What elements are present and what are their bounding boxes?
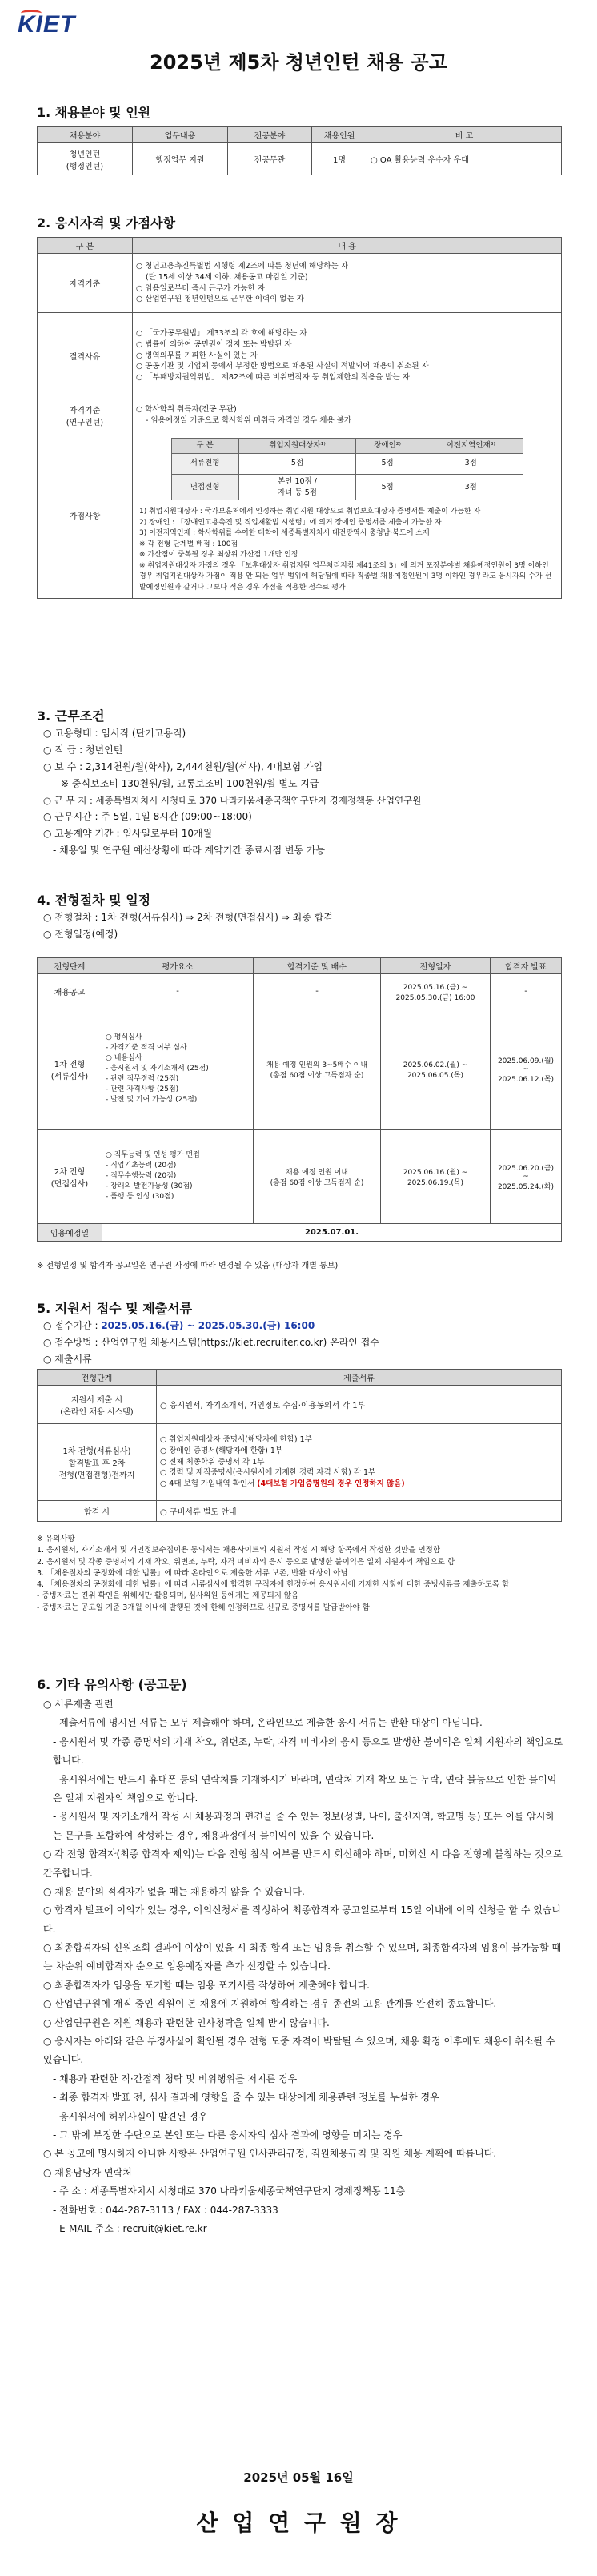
table-cell: - bbox=[491, 974, 562, 1009]
list-item: 2. 응시원서 및 각종 증명서의 기재 착오, 위변조, 누락, 자격 미비자의 응시 등으로 발생한 불이익은 일체 지원자의 책임으로 함 bbox=[37, 1557, 455, 1567]
table-cell: 지원서 제출 시 (온라인 채용 시스템) bbox=[38, 1386, 157, 1424]
process-intro bbox=[43, 909, 333, 943]
table-cell: 임용예정일 bbox=[38, 1224, 102, 1242]
list-item: - 증빙자료는 공고일 기준 3개월 이내에 발행된 것에 한해 인정하므로 신규로 증명서를 발급받아야 함 bbox=[37, 1603, 370, 1612]
docs-highlight: (4대보험 가입증명원의 경우 인정하지 않음) bbox=[257, 1479, 405, 1489]
page-title bbox=[18, 42, 579, 78]
list-item: ○ 서류제출 관련 bbox=[43, 1699, 114, 1710]
table-cell: ○ 응시원서, 자기소개서, 개인정보 수집·이용동의서 각 1부 bbox=[157, 1386, 562, 1424]
footnote: ※ 가산점이 중복될 경우 최상위 가산점 1개만 인정 bbox=[139, 551, 298, 560]
list-item: ○ 전형일정(예정) bbox=[43, 929, 118, 940]
table-cell: 5점 bbox=[356, 453, 419, 474]
table-header: 구 분 bbox=[171, 439, 238, 454]
table-cell: 채용 예정 인원의 3~5배수 이내 (총점 60점 이상 고득점자 순) bbox=[254, 1009, 381, 1130]
table-cell: 2025.06.02.(월) ~ 2025.06.05.(목) bbox=[381, 1009, 491, 1130]
table-cell: 서류전형 bbox=[171, 453, 238, 474]
list-item: ○ 청년고용촉진특별법 시행령 제2조에 따른 청년에 해당하는 자 bbox=[136, 261, 348, 271]
table-cell: 1차 전형(서류심사) 합격발표 후 2차 전형(면접전형)전까지 bbox=[38, 1424, 157, 1501]
list-item: ○ 임용일로부터 즉시 근무가 가능한 자 bbox=[136, 283, 266, 293]
table-cell: ○ 평식심사 - 자격기준 적격 여부 심사 ○ 내용심사 - 응시원서 및 자기소개서 (25점) - 관련 직무경력 (25점) - 관련 자격사항 (25점) - 발전 및 기여 가능성 (25점) bbox=[102, 1009, 254, 1130]
list-item: ○ 근 무 지 : 세종특별자치시 시청대로 370 나라키움세종국책연구단지 경제정책동 산업연구원 bbox=[43, 795, 422, 806]
list-item: ○ 전형절차 : 1차 전형(서류심사) ⇒ 2차 전형(면접심사) ⇒ 최종 합격 bbox=[43, 912, 333, 923]
table-cell: 채용공고 bbox=[38, 974, 102, 1009]
list-item: 4. 「채용절차의 공정화에 대한 법률」에 따라 서류심사에 합격한 구직자에 한정하여 응시원서에 기재한 사항에 대한 증빙서류를 제출하도록 함 bbox=[37, 1580, 510, 1589]
list-item: ○ 응시자는 아래와 같은 부정사실이 확인될 경우 전형 도중 자격이 박탈될 수 있으며, 채용 확정 이후에도 채용이 취소될 수 있습니다. bbox=[43, 2036, 555, 2066]
table-header: 장애인²⁾ bbox=[356, 439, 419, 454]
list-item: - E-MAIL 주소 : recruit@kiet.re.kr bbox=[53, 2222, 207, 2234]
schedule-table bbox=[37, 957, 562, 1242]
footnote: 1) 취업지원대상자 : 국가보훈처에서 인정하는 취업지원 대상으로 취업보호대상자 증명서를 제출이 가능한 자 bbox=[139, 508, 481, 516]
table-cell: ○ 취업지원대상자 증명서(해당자에 한함) 1부 ○ 장애인 증명서(해당자에 한함) 1부 ○ 전체 최종학위 증명서 각 1부 ○ 경력 및 재직증명서(응시원서에 기재한 경력 자격 사항) 각 1부 ○ 4대 보험 가입내역 확인서 bbox=[160, 1435, 376, 1489]
table-header: 채용인원 bbox=[312, 127, 367, 143]
table-header: 합격기준 및 배수 bbox=[254, 958, 381, 974]
list-item: - 최종 합격자 발표 전, 심사 결과에 영향을 줄 수 있는 대상에게 채용관련 정보를 누설한 경우 bbox=[53, 2092, 439, 2104]
list-item: ○ 최종합격자가 임용을 포기할 때는 임용 포기서를 작성하여 제출해야 합니다. bbox=[43, 1979, 370, 1991]
row-label: 자격기준 bbox=[38, 254, 133, 313]
list-item: ○ 접수방법 : 산업연구원 채용시스템(https://kiet.recruiter.co.kr) 온라인 접수 bbox=[43, 1337, 379, 1348]
table-header: 내 용 bbox=[133, 238, 562, 254]
table-cell: 2025.06.09.(월) ~ 2025.06.12.(목) bbox=[491, 1009, 562, 1130]
list-item: ○ 본 공고에 명시하지 아니한 사항은 산업연구원 인사관리규정, 직원채용규칙 및 직원 채용 계획에 따릅니다. bbox=[43, 2148, 497, 2160]
table-cell: 3점 bbox=[419, 474, 523, 500]
list-item: ○ 산업연구원에 재직 중인 직원이 본 채용에 지원하여 합격하는 경우 종전의 고용 관계를 완전히 종료합니다. bbox=[43, 1998, 497, 2010]
list-item: - 임용예정일 기준으로 학사학위 미취득 자격일 경우 채용 불가 bbox=[146, 415, 352, 425]
table-cell: 5점 bbox=[238, 453, 355, 474]
list-item: ○ 병역의무를 기피한 사실이 있는 자 bbox=[136, 351, 258, 360]
list-item: ○ 법률에 의하여 공민권이 정지 또는 박탈된 자 bbox=[136, 339, 292, 349]
footnote: 2) 장애인 : 「장애인고용촉진 및 직업재활법 시행령」에 의거 장애인 증명서를 제출이 가능한 자 bbox=[139, 518, 442, 527]
list-item: - 응시원서에 허위사실이 발견된 경우 bbox=[53, 2110, 208, 2122]
table-cell: 1명 bbox=[312, 143, 367, 175]
table-header: 취업지원대상자¹⁾ bbox=[238, 439, 355, 454]
table-cell: 2025.05.16.(금) ~ 2025.05.30.(금) 16:00 bbox=[381, 974, 491, 1009]
list-item: ○ 제출서류 bbox=[43, 1354, 92, 1365]
list-item: ○ 최종합격자의 신원조회 결과에 이상이 있을 시 최종 합격 또는 임용을 취소할 수 있으며, 최종합격자의 임용이 불가능할 때는 차순위 예비합격자 순으로 임용예정자를 추가 선정할 수 있습니다. bbox=[43, 1942, 562, 1972]
table-cell: 청년인턴 (행정인턴) bbox=[38, 143, 133, 175]
recruit-field-table bbox=[37, 126, 562, 175]
section-2-heading: 2. 응시자격 및 가점사항 bbox=[37, 215, 176, 231]
section-3-heading: 3. 근무조건 bbox=[37, 708, 105, 724]
list-item: - 주 소 : 세종특별자치시 시청대로 370 나라키움세종국책연구단지 경제정책동 11층 bbox=[53, 2185, 406, 2197]
logo-text: KIET bbox=[18, 11, 76, 38]
list-item: ○ 채용담당자 연락처 bbox=[43, 2166, 132, 2178]
list-item: - 증빙자료는 진위 확인을 위해서만 활용되며, 심사위원 등에게는 제공되지 않음 bbox=[37, 1591, 299, 1601]
table-header: 제출서류 bbox=[157, 1370, 562, 1386]
footnote: 3) 이전지역인재 : 학사학위를 수여한 대학이 세종특별자치시 대전광역시 충청남·북도에 소재 bbox=[139, 529, 430, 538]
application-info bbox=[43, 1318, 379, 1368]
list-item: - 채용일 및 연구원 예산상황에 따라 계약기간 종료시점 변동 가능 bbox=[53, 845, 326, 857]
table-header: 구 분 bbox=[38, 238, 133, 254]
period-label: ○ 접수기간 : bbox=[43, 1320, 102, 1331]
logo-swoosh-icon bbox=[21, 10, 42, 17]
table-cell: 2차 전형 (면접심사) bbox=[38, 1130, 102, 1224]
list-item: - 제출서류에 명시된 서류는 모두 제출해야 하며, 온라인으로 제출한 응시 서류는 반환 대상이 아닙니다. bbox=[53, 1717, 483, 1729]
table-cell: 행정업무 지원 bbox=[133, 143, 228, 175]
list-item: 1. 응시원서, 자기소개서 및 개인정보수집이용 동의서는 채용사이트의 지원서 작성 시 해당 항목에서 작성한 것만을 인정함 bbox=[37, 1546, 441, 1555]
table-header: 전형단계 bbox=[38, 1370, 157, 1386]
section-1-heading: 1. 채용분야 및 인원 bbox=[37, 105, 151, 120]
list-item: - 응시원서에는 반드시 휴대폰 등의 연락처를 기재하시기 바라며, 연락처 기재 착오 또는 누락, 연락 불능으로 인한 불이익은 일체 지원자의 책임으로 합니다. bbox=[53, 1773, 557, 1804]
list-item: ○ 「부패방지권익위법」 제82조에 따른 비위면직자 등 취업제한의 적용을 받는 자 bbox=[136, 373, 410, 383]
table-header: 전형단계 bbox=[38, 958, 102, 974]
list-item: (단 15세 이상 34세 이하, 채용공고 마감일 기준) bbox=[146, 272, 308, 282]
table-cell: 합격 시 bbox=[38, 1501, 157, 1522]
list-item: ○ 근무시간 : 주 5일, 1일 8시간 (09:00~18:00) bbox=[43, 811, 252, 823]
list-item: - 채용과 관련한 직·간접적 청탁 및 비위행위를 저지른 경우 bbox=[53, 2072, 298, 2084]
schedule-note: ※ 전형일정 및 합격자 공고일은 연구원 사정에 따라 변경될 수 있음 (대상자 개별 통보) bbox=[37, 1262, 339, 1270]
row-label: 결격사유 bbox=[38, 313, 133, 399]
table-cell: 2025.06.20.(금) ~ 2025.05.24.(화) bbox=[491, 1130, 562, 1224]
list-item: ○ 각 전형 합격자(최종 합격자 제외)는 다음 전형 참석 여부를 반드시 회신해야 하며, 미회신 시 다음 전형에 불참하는 것으로 간주합니다. bbox=[43, 1848, 563, 1879]
title-text: 2025년 제5차 청년인턴 채용 공고 bbox=[150, 50, 447, 74]
caution-notes bbox=[37, 1534, 562, 1614]
table-cell: 5점 bbox=[356, 474, 419, 500]
row-label: 가점사항 bbox=[38, 431, 133, 599]
section-4-heading: 4. 전형절차 및 일정 bbox=[37, 893, 151, 908]
list-item: ※ 유의사항 bbox=[37, 1535, 75, 1543]
issue-date: 2025년 05월 16일 bbox=[243, 2470, 354, 2485]
other-notes bbox=[43, 1695, 563, 2238]
table-header: 비 고 bbox=[367, 127, 562, 143]
list-item: - 전화번호 : 044-287-3113 / FAX : 044-287-3333 bbox=[53, 2204, 278, 2216]
list-item: ○ 보 수 : 2,314천원/월(학사), 2,444천원/월(석사), 4대보험 가입 bbox=[43, 761, 323, 772]
list-item: ○ 「국가공무원법」 제33조의 각 호에 해당하는 자 bbox=[136, 329, 307, 339]
list-item: ※ 중식보조비 130천원/월, 교통보조비 100천원/월 별도 지급 bbox=[61, 778, 319, 789]
table-cell: 본인 10점 / 자녀 등 5점 bbox=[238, 474, 355, 500]
table-cell: 3점 bbox=[419, 453, 523, 474]
list-item: ○ 채용 분야의 적격자가 없을 때는 채용하지 않을 수 있습니다. bbox=[43, 1885, 305, 1897]
list-item: ○ 산업연구원 청년인턴으로 근무한 이력이 없는 자 bbox=[136, 295, 304, 304]
table-cell: 2025.06.16.(월) ~ 2025.06.19.(목) bbox=[381, 1130, 491, 1224]
row-label: 자격기준 (연구인턴) bbox=[38, 399, 133, 431]
footnote: ※ 취업지원대상자 가점의 경우 「보훈대상자 취업지원 업무처리지침 제41조의 3」에 의거 포장분야별 채용예정인원이 3명 이하인 경우 취업지원대상자 가점이 적용 안 되는 업무 범위에 해당됨에 따라 직종별 채용예정인원이 3명 이하인 경우라도 응시자의 수가 선발예정인원과 같거나 그보다 적은 경우 가점을 적용한 점수로 평가 bbox=[139, 561, 552, 592]
table-header: 평가요소 bbox=[102, 958, 254, 974]
table-cell: 면접전형 bbox=[171, 474, 238, 500]
table-cell: 전공무관 bbox=[228, 143, 312, 175]
list-item: ○ 산업연구원은 직원 채용과 관련한 인사청탁을 일체 받지 않습니다. bbox=[43, 2016, 330, 2028]
qualification-table bbox=[37, 237, 562, 599]
table-cell: 채용 예정 인원 이내 (총점 60점 이상 고득점자 순) bbox=[254, 1130, 381, 1224]
kiet-logo bbox=[18, 11, 75, 38]
table-cell: ○ OA 활용능력 우수자 우대 bbox=[367, 143, 562, 175]
table-header: 전형일자 bbox=[381, 958, 491, 974]
table-cell: - bbox=[254, 974, 381, 1009]
table-cell: ○ 구비서류 별도 안내 bbox=[157, 1501, 562, 1522]
list-item: ○ 학사학위 취득자(전공 무관) bbox=[136, 404, 237, 414]
table-header: 이전지역인재³⁾ bbox=[419, 439, 523, 454]
list-item: - 응시원서 및 각종 증명서의 기재 착오, 위변조, 누락, 자격 미비자의 응시 등으로 발생한 불이익은 일체 지원자의 책임으로 합니다. bbox=[53, 1735, 563, 1767]
table-cell: 2025.07.01. bbox=[102, 1224, 562, 1242]
issuer-signature: 산 업 연 구 원 장 bbox=[196, 2510, 401, 2536]
list-item: 3. 「채용절차의 공정화에 대한 법률」에 따라 온라인으로 제출한 서류 보존, 반환 대상이 아님 bbox=[37, 1568, 348, 1578]
table-header: 채용분야 bbox=[38, 127, 133, 143]
bonus-table bbox=[171, 438, 523, 500]
list-item: - 응시원서 및 자기소개서 작성 시 채용과정의 편견을 줄 수 있는 정보(성별, 나이, 출신지역, 학교명 등) 또는 이를 암시하는 문구를 포함하여 작성하는 경우, 채용과정에서 불이익이 있을 수 있습니다. bbox=[53, 1811, 555, 1841]
footnote: ※ 각 전형 단계별 배점 : 100점 bbox=[139, 540, 238, 548]
list-item: ○ 합격자 발표에 이의가 있는 경우, 이의신청서를 작성하여 최종합격자 공고일로부터 15일 이내에 이의 신청을 할 수 있습니다. bbox=[43, 1904, 562, 1935]
table-cell: ○ 직무능력 및 인성 평가 면접 - 직업기초능력 (20점) - 직무수행능력 (20점) - 장래의 발전가능성 (30점) - 품행 등 인성 (30점) bbox=[102, 1130, 254, 1224]
list-item: ○ 고용계약 기간 : 입사일로부터 10개월 bbox=[43, 828, 213, 840]
table-cell: - bbox=[102, 974, 254, 1009]
list-item: ○ 고용형태 : 임시직 (단기고용직) bbox=[43, 728, 186, 739]
work-conditions bbox=[43, 725, 421, 859]
list-item: - 그 밖에 부정한 수단으로 본인 또는 다른 응시자의 심사 결과에 영향을 미치는 경우 bbox=[53, 2129, 403, 2141]
table-cell: 1차 전형 (서류심사) bbox=[38, 1009, 102, 1130]
documents-table bbox=[37, 1369, 562, 1522]
table-header: 합격자 발표 bbox=[491, 958, 562, 974]
table-header: 업무내용 bbox=[133, 127, 228, 143]
list-item: ○ 공공기관 및 기업체 등에서 부정한 방법으로 채용된 사실이 적발되어 채용이 취소된 자 bbox=[136, 362, 429, 371]
section-6-heading: 6. 기타 유의사항 (공고문) bbox=[37, 1677, 187, 1692]
table-header: 전공분야 bbox=[228, 127, 312, 143]
period-value: 2025.05.16.(금) ~ 2025.05.30.(금) 16:00 bbox=[101, 1320, 315, 1331]
section-5-heading: 5. 지원서 접수 및 제출서류 bbox=[37, 1301, 193, 1316]
list-item: ○ 직 급 : 청년인턴 bbox=[43, 744, 123, 756]
